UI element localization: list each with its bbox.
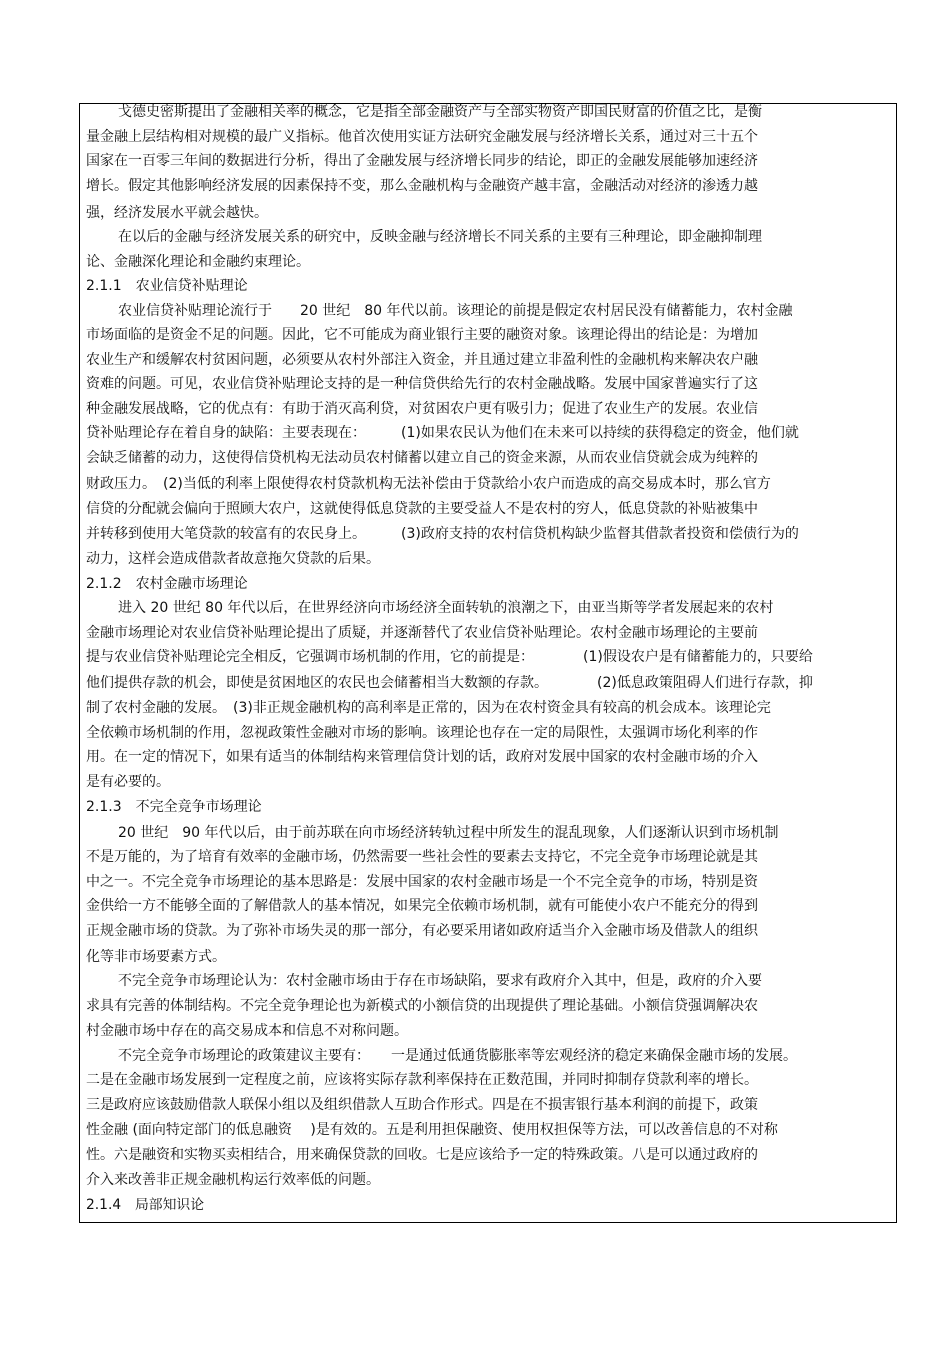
text-line: 农业生产和缓解农村贫困问题，必须要从农村外部注入资金，并且通过建立非盈利性的金融机构来解决农户融 [86,352,758,368]
text-line: 用。在一定的情况下，如果有适当的体制结构来管理信贷计划的话，政府对发展中国家的农村金融市场的介入 [86,749,758,765]
text-line: 性。六是融资和实物买卖相结合，用来确保贷款的回收。七是应该给予一定的特殊政策。八是可以通过政府的 [86,1147,758,1163]
text-line: 化等非市场要素方式。 [86,949,226,965]
text-line: 不是万能的，为了培育有效率的金融市场，仍然需要一些社会性的要素去支持它，不完全竞争市场理论就是其 [86,849,758,865]
text-line: 资难的问题。可见，农业信贷补贴理论支持的是一种信贷供给先行的农村金融战略。发展中国家普遍实行了这 [86,376,758,392]
text-line: 20 世纪 90 年代以后，由于前苏联在向市场经济转轨过程中所发生的混乱现象，人们逐渐认识到市场机制 [118,825,779,841]
text-line: 戈德史密斯提出了金融相关率的概念，它是指全部金融资产与全部实物资产即国民财富的价值之比，是衡 [118,104,762,120]
text-line: 动力，这样会造成借款者故意拖欠贷款的后果。 [86,551,380,567]
text-line: 不完全竞争市场理论的政策建议主要有： 一是通过低通货膨胀率等宏观经济的稳定来确保金融市场的发展。 [118,1048,797,1064]
text-line: 正规金融市场的贷款。为了弥补市场失灵的那一部分，有必要采用诸如政府适当介入金融市场及借款人的组织 [86,923,758,939]
text-line: 贷补贴理论存在着自身的缺陷：主要表现在： (1)如果农民认为他们在未来可以持续的获得稳定的资金，他们就 [86,425,799,441]
text-line: 量金融上层结构相对规模的最广义指标。他首次使用实证方法研究金融发展与经济增长关系，通过对三十五个 [86,129,758,145]
text-line: 是有必要的。 [86,774,170,790]
text-line: 全依赖市场机制的作用，忽视政策性金融对市场的影响。该理论也存在一定的局限性，太强调市场化利率的作 [86,725,758,741]
text-line: 求具有完善的体制结构。不完全竞争理论也为新模式的小额信贷的出现提供了理论基础。小额信贷强调解决农 [86,998,758,1014]
text-line: 他们提供存款的机会，即使是贫困地区的农民也会储蓄相当大数额的存款。 (2)低息政策阻碍人们进行存款，抑 [86,675,813,691]
text-line: 三是政府应该鼓励借款人联保小组以及组织借款人互助合作形式。四是在不损害银行基本利润的前提下，政策 [86,1097,758,1113]
text-line: 农业信贷补贴理论流行于 20 世纪 80 年代以前。该理论的前提是假定农村居民没有储蓄能力，农村金融 [118,303,793,319]
text-line: 论、金融深化理论和金融约束理论。 [86,254,310,270]
text-line: 性金融 (面向特定部门的低息融资 )是有效的。五是利用担保融资、使用权担保等方法，可以改善信息的不对称 [86,1122,778,1138]
text-line: 二是在金融市场发展到一定程度之前，应该将实际存款利率保持在正数范围，并同时抑制存贷款利率的增长。 [86,1072,758,1088]
text-line: 村金融市场中存在的高交易成本和信息不对称问题。 [86,1023,408,1039]
text-line: 介入来改善非正规金融机构运行效率低的问题。 [86,1172,380,1188]
text-line: 金供给一方不能够全面的了解借款人的基本情况，如果完全依赖市场机制，就有可能使小农户不能充分的得到 [86,898,758,914]
text-line: 制了农村金融的发展。 (3)非正规金融机构的高利率是正常的，因为在农村资金具有较高的机会成本。该理论完 [86,700,771,716]
text-line: 信贷的分配就会偏向于照顾大农户，这就使得低息贷款的主要受益人不是农村的穷人，低息贷款的补贴被集中 [86,501,758,517]
text-line: 强，经济发展水平就会越快。 [86,205,268,221]
text-line: 种金融发展战略，它的优点有：有助于消灭高利贷，对贫困农户更有吸引力；促进了农业生产的发展。农业信 [86,401,758,417]
text-line: 会缺乏储蓄的动力，这使得信贷机构无法动员农村储蓄以建立自己的资金来源，从而农业信贷就会成为纯粹的 [86,450,758,466]
section-heading: 2.1.2 农村金融市场理论 [86,576,248,592]
text-line: 国家在一百零三年间的数据进行分析，得出了金融发展与经济增长同步的结论，即正的金融发展能够加速经济 [86,153,758,169]
text-line: 市场面临的是资金不足的问题。因此，它不可能成为商业银行主要的融资对象。该理论得出的结论是：为增加 [86,327,758,343]
section-heading: 2.1.1 农业信贷补贴理论 [86,278,248,294]
text-line: 并转移到使用大笔贷款的较富有的农民身上。 (3)政府支持的农村信贷机构缺少监督其借款者投资和偿债行为的 [86,526,799,542]
text-line: 中之一。不完全竞争市场理论的基本思路是：发展中国家的农村金融市场是一个不完全竞争的市场，特别是资 [86,874,758,890]
text-line: 财政压力。 (2)当低的利率上限使得农村贷款机构无法补偿由于贷款给小农户而造成的高交易成本时，那么官方 [86,476,771,492]
section-heading: 2.1.3 不完全竞争市场理论 [86,799,262,815]
text-line: 不完全竞争市场理论认为：农村金融市场由于存在市场缺陷，要求有政府介入其中，但是，政府的介入要 [118,973,762,989]
text-line: 在以后的金融与经济发展关系的研究中，反映金融与经济增长不同关系的主要有三种理论，即金融抑制理 [118,229,762,245]
section-heading: 2.1.4 局部知识论 [86,1197,205,1213]
text-line: 进入 20 世纪 80 年代以后，在世界经济向市场经济全面转轨的浪潮之下，由亚当斯等学者发展起来的农村 [118,600,774,616]
text-line: 金融市场理论对农业信贷补贴理论提出了质疑，并逐渐替代了农业信贷补贴理论。农村金融市场理论的主要前 [86,625,758,641]
text-line: 提与农业信贷补贴理论完全相反，它强调市场机制的作用，它的前提是： (1)假设农户是有储蓄能力的，只要给 [86,649,813,665]
text-line: 增长。假定其他影响经济发展的因素保持不变，那么金融机构与金融资产越丰富，金融活动对经济的渗透力越 [86,178,758,194]
